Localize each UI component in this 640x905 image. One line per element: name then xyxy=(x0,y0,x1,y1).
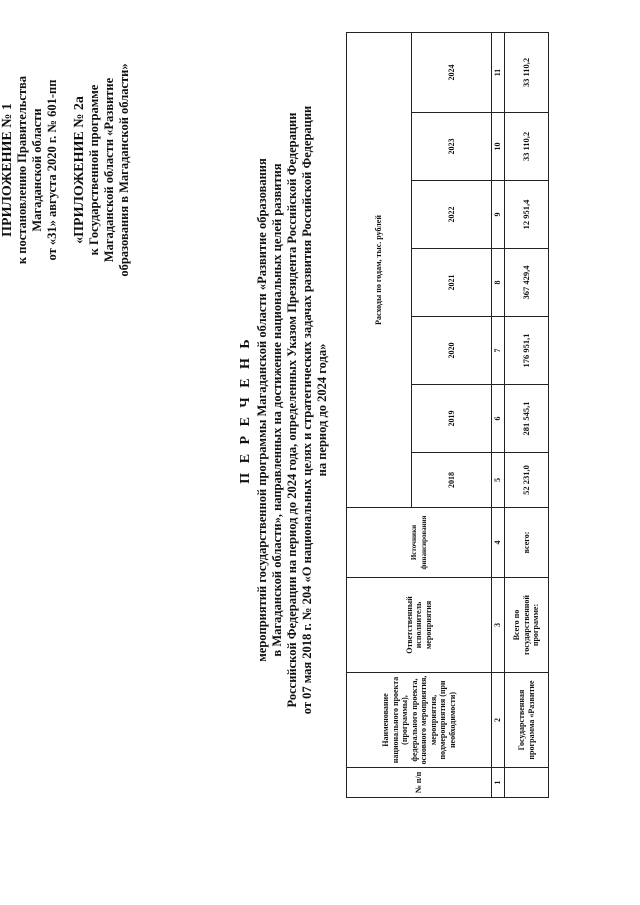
approval-block xyxy=(0,20,132,320)
row-value: 52 231,0 xyxy=(505,453,549,508)
appendix-2a-title: «ПРИЛОЖЕНИЕ № 2а xyxy=(72,96,87,244)
column-number: 9 xyxy=(492,181,505,249)
header-year: 2022 xyxy=(412,181,492,249)
approval-line: Магаданской области xyxy=(30,108,44,232)
header-name: Наименование национального проекта (программы), федерального проекта, основного мероприятия, мероприятия, подмероприятия (при необходимости) xyxy=(347,673,492,768)
title-line: Российской Федерации на период до 2024 года, определенных Указом Президента Российской Федерации xyxy=(285,112,299,708)
title-heading: П Е Р Е Ч Е Н Ь xyxy=(238,336,253,484)
row-value: 176 951,1 xyxy=(505,317,549,385)
header-year: 2024 xyxy=(412,32,492,112)
document-page xyxy=(0,20,541,800)
row-value: 367 429,4 xyxy=(505,249,549,317)
measures-table xyxy=(346,32,549,798)
row-name: Государственная программа «Развитие xyxy=(505,673,549,768)
header-year: 2023 xyxy=(412,113,492,181)
column-number: 8 xyxy=(492,249,505,317)
table-row xyxy=(505,32,549,797)
header-year: 2020 xyxy=(412,317,492,385)
row-value: 33 110,2 xyxy=(505,113,549,181)
title-line: мероприятий государственной программы Магаданской области «Развитие образования xyxy=(255,158,269,662)
header-executor: Ответственный исполнитель мероприятия xyxy=(347,578,492,673)
approval-line: образования в Магаданской области» xyxy=(117,63,131,277)
column-number: 4 xyxy=(492,508,505,578)
row-value: 33 110,2 xyxy=(505,32,549,112)
approval-line: Магаданской области «Развитие xyxy=(102,77,116,263)
header-year: 2018 xyxy=(412,453,492,508)
row-executor: Всего по государственной программе: xyxy=(505,578,549,673)
title-line: в Магаданской области», направленных на достижение национальных целей развития xyxy=(270,163,284,657)
column-number: 3 xyxy=(492,578,505,673)
row-value: 281 545,1 xyxy=(505,385,549,453)
row-num xyxy=(505,768,549,798)
row-source: всего: xyxy=(505,508,549,578)
row-value: 12 951,4 xyxy=(505,181,549,249)
header-costs: Расходы по годам, тыс. рублей xyxy=(347,32,412,507)
approval-line: к постановлению Правительства xyxy=(15,75,29,265)
column-number: 6 xyxy=(492,385,505,453)
column-number: 5 xyxy=(492,453,505,508)
title-line: на период до 2024 года» xyxy=(315,343,329,477)
header-year: 2021 xyxy=(412,249,492,317)
title-line: от 07 мая 2018 г. № 204 «О национальных целях и стратегических задачах развития Российской Федерации xyxy=(300,105,314,715)
column-number: 1 xyxy=(492,768,505,798)
header-year: 2019 xyxy=(412,385,492,453)
column-number: 7 xyxy=(492,317,505,385)
header-num: № п/п xyxy=(347,768,492,798)
column-number: 2 xyxy=(492,673,505,768)
header-source: Источники финансирования xyxy=(347,508,492,578)
document-title xyxy=(238,40,330,780)
approval-appendix-title: ПРИЛОЖЕНИЕ № 1 xyxy=(0,103,15,237)
approval-line: к Государственной программе xyxy=(87,84,101,256)
column-number: 10 xyxy=(492,113,505,181)
approval-date-number: от «31» августа 2020 г. № 601-пп xyxy=(45,79,59,261)
column-number: 11 xyxy=(492,32,505,112)
